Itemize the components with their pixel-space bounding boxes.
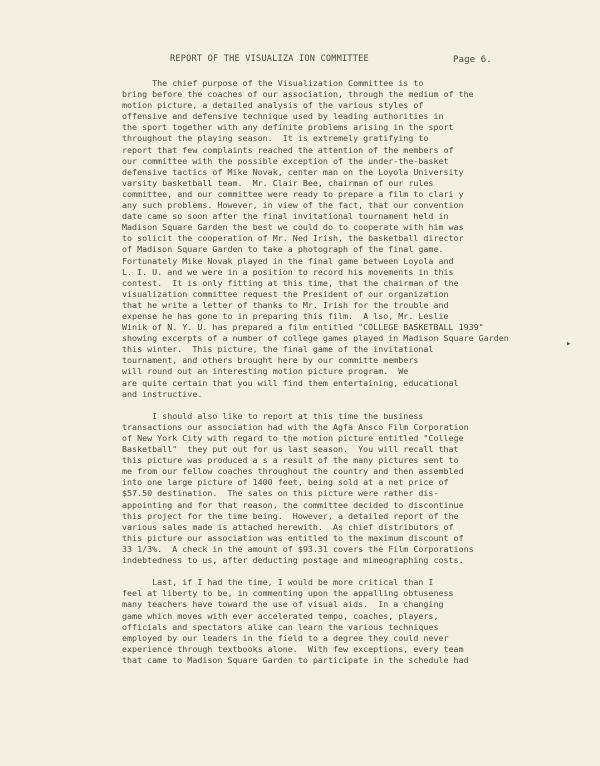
text-line: L. I. U. and we were in a position to record his movements in this xyxy=(122,266,454,277)
report-title: REPORT OF THE VISUALIZA ION COMMITTEE xyxy=(170,54,369,64)
text-line: committee, and our committee were ready to prepare a film to clari y xyxy=(122,188,464,199)
text-line: officials and spectators alike can learn the various techniques xyxy=(122,621,439,632)
text-line: showing excerpts of a number of college games played in Madison Square Garden xyxy=(122,333,509,344)
text-line: offensive and defensive technique used by leading authorities in xyxy=(122,111,444,122)
text-line: and instructive. xyxy=(122,388,203,399)
text-line: of New York City with regard to the motion picture entitled "College xyxy=(122,433,464,443)
text-line: throughout the playing season. It is extremely gratifying to xyxy=(122,133,429,144)
text-line: defensive tactics of Mike Novak, center man on the Loyola University xyxy=(122,166,464,177)
text-line: that he write a letter of thanks to Mr. Irish for the trouble and xyxy=(122,299,449,310)
paragraph xyxy=(122,78,509,400)
text-line: Fortunately Mike Novak played in the final game between Loyola and xyxy=(122,255,454,266)
margin-mark: ▸ xyxy=(566,339,572,349)
paragraph xyxy=(122,577,502,666)
text-line: Basketball" they put out for us last season. You will recall that xyxy=(122,444,459,455)
text-line: varsity basketball team. Mr. Clair Bee, chairman of our rules xyxy=(122,177,434,188)
text-line: of Madison Square Garden to take a photograph of the final game. xyxy=(122,244,444,255)
text-line: this winter. This picture, the final game of the invitational xyxy=(122,344,434,355)
report-body xyxy=(122,78,509,677)
text-line: indebtedness to us, after deducting postage and mimeographing costs. xyxy=(122,555,464,566)
text-line: into one large picture of 1400 feet, being sold at a net price of xyxy=(122,477,449,488)
text-line: expense he has gone to in preparing this film. A lso, Mr. Leslie xyxy=(122,310,449,321)
text-line: transactions our association had with the Agfa Ansco Film Corporation xyxy=(122,421,469,432)
text-line: $57.50 destination. The sales on this picture were rather dis- xyxy=(122,488,439,499)
text-line: employed by our leaders in the field to a degree they could never xyxy=(122,632,449,643)
text-line: to solicit the cooperation of Mr. Ned Irish, the basketball director xyxy=(122,233,464,244)
text-line: Madison Square Garden the best we could do to cooperate with him was xyxy=(122,222,464,233)
text-line: report that few complaints reached the attention of the members of xyxy=(122,144,454,155)
text-line: our committee with the possible exception of the under-the-basket xyxy=(122,155,449,166)
text-line: appointing and for that reason, the committee decided to discontinue xyxy=(122,499,464,510)
text-line: feel at liberty to be, in commenting upon the appalling obtuseness xyxy=(122,588,454,599)
text-line: will round out an interesting motion picture program. We xyxy=(122,366,409,377)
text-line: Winik of N. Y. U. has prepared a film entitled "COLLEGE BASKETBALL 1939" xyxy=(122,322,484,333)
paragraph xyxy=(122,411,502,566)
text-line: date came so soon after the final invitational tournament held in xyxy=(122,211,449,222)
text-line: experience through textbooks alone. With few exceptions, every team xyxy=(122,643,464,654)
page-header xyxy=(0,54,600,68)
text-line: I should also like to report at this time the business xyxy=(122,410,424,421)
text-line: The chief purpose of the Visualization Committee is to xyxy=(122,78,424,88)
text-line: this picture our association was entitled to the maximum discount of xyxy=(122,532,464,543)
text-line: me from our fellow coaches throughout the country and then assembled xyxy=(122,466,464,477)
text-line: the sport together with any definite problems arising in the sport xyxy=(122,122,454,133)
text-line: any such problems. However, in view of the fact, that our convention xyxy=(122,200,464,211)
text-line: game which moves with ever accelerated tempo, coaches, players, xyxy=(122,610,439,621)
text-line: many teachers have toward the use of visual aids. In a changing xyxy=(122,599,444,610)
text-line: various sales made is attached herewith. As chief distributors of xyxy=(122,521,454,532)
text-line: are quite certain that you will find them entertaining, educational xyxy=(122,377,459,388)
text-line: Last, if I had the time, I would be more critical than I xyxy=(122,577,434,588)
text-line: that came to Madison Square Garden to participate in the schedule had xyxy=(122,654,469,665)
text-line: bring before the coaches of our association, through the medium of the xyxy=(122,89,474,100)
text-line: tournament, and others brought here by our committe members xyxy=(122,355,419,366)
text-line: contest. It is only fitting at this time, that the chairman of the xyxy=(122,277,459,288)
text-line: visualization committee request the President of our organization xyxy=(122,288,449,299)
text-line: 33 1/3%. A check in the amount of $93.31 covers the Film Corporations xyxy=(122,543,474,554)
text-line: motion picture, a detailed analysis of the various styles of xyxy=(122,100,424,111)
page-number: Page 6. xyxy=(453,54,492,65)
text-line: this picture was produced a s a result of the many pictures sent to xyxy=(122,455,459,466)
text-line: this project for the time being. However, a detailed report of the xyxy=(122,510,459,521)
